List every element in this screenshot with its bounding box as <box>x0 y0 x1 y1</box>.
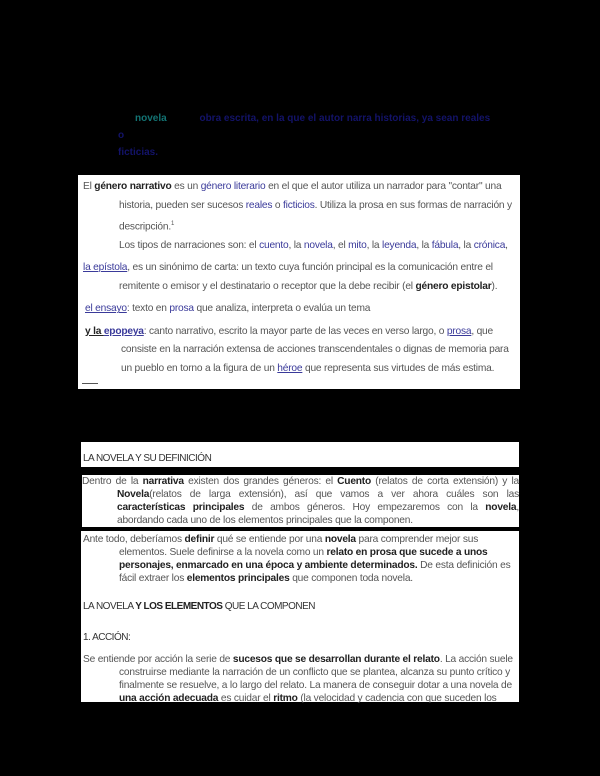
bold-term: características principales <box>117 502 245 513</box>
text: QUE LA COMPONEN <box>222 601 315 612</box>
text: Ante todo, deberíamos <box>83 534 185 545</box>
text: en el que el autor utiliza un narrador para "contar" una historia, pueden ser sucesos <box>119 181 502 211</box>
text: y la <box>85 325 104 337</box>
text: ). <box>491 280 498 292</box>
intro-line <box>118 110 498 161</box>
text: qué se entiende por una <box>214 534 325 545</box>
text: , el <box>332 239 349 251</box>
intro-definition-end: ficticias. <box>118 147 159 158</box>
link-fabula[interactable]: fábula <box>431 239 459 251</box>
paragraph-genero-narrativo <box>83 178 520 237</box>
link-leyenda[interactable]: leyenda <box>382 239 417 251</box>
paragraph-ensayo <box>85 300 520 319</box>
bold-term: definir <box>184 534 215 545</box>
bold-term: novela <box>485 502 517 513</box>
text: Dentro de la <box>82 476 143 487</box>
link-reales[interactable]: reales <box>245 199 273 211</box>
section-heading-definicion <box>81 442 519 467</box>
text: , que consiste en la narración extensa de acciones transcendentales o dignas de memoria para un pueblo en torno a la figura de un <box>121 325 509 374</box>
bold-term: ritmo <box>273 693 298 704</box>
link-heroe[interactable]: héroe <box>277 362 303 374</box>
bold-term: novela <box>324 534 356 545</box>
text: : texto en <box>126 303 170 315</box>
text: , abordando cada uno de los elementos principales que la componen. <box>117 502 519 526</box>
text: que analiza, interpreta o evalúa un tema <box>193 303 371 315</box>
bold-term: género epistolar <box>415 280 492 292</box>
text: : canto narrativo, escrito la mayor parte de las veces en verso largo, o <box>143 325 447 337</box>
intro-term: novela <box>135 113 167 124</box>
section-heading-accion: 1. ACCIÓN: <box>83 632 131 643</box>
link-ficticios[interactable]: ficticios <box>283 199 315 211</box>
bold-term: género narrativo <box>94 181 172 192</box>
link-prosa-2[interactable]: prosa <box>446 325 472 337</box>
text: para comprender mejor sus elementos. Suele definirse a la novela como un <box>119 534 479 558</box>
paragraph-accion <box>83 653 517 705</box>
text: . La acción suele construirse mediante la narración de un conflicto que se plantea, alcanza su punto crítico y finalmente se resuelve, a lo largo del relato. La manera de conseguir dotar a una novela de <box>119 654 513 691</box>
text: , la <box>458 239 474 251</box>
text: Se entiende por acción la serie de <box>83 654 233 665</box>
text: que componen toda novela. <box>289 573 413 584</box>
footnote-ref[interactable]: 1 <box>170 221 175 227</box>
text: LA NOVELA <box>83 601 136 612</box>
paragraph-epistola <box>83 259 520 296</box>
text: El <box>83 181 95 192</box>
text: De esta definición es fácil extraer los <box>119 560 511 584</box>
link-prosa[interactable]: prosa <box>169 303 194 315</box>
bold-term: Y LOS ELEMENTOS <box>135 601 223 612</box>
bold-term: relato en prosa que sucede a unos personajes, enmarcado en una época y ambiente determinados. <box>119 547 488 571</box>
bold-term: narrativa <box>142 476 184 487</box>
bold-term: Cuento <box>337 476 372 487</box>
footnote-divider <box>82 383 98 384</box>
text: . Utiliza la prosa en sus formas de narración y descripción. <box>119 199 512 233</box>
text: de ambos géneros. Hoy empezaremos con la <box>244 502 486 513</box>
intro-definition: obra escrita, en la que el autor narra historias, ya sean reales o <box>118 113 491 141</box>
text: (la velocidad y cadencia con que suceden los <box>297 693 497 704</box>
paragraph-epopeya <box>85 323 520 379</box>
link-novela[interactable]: novela <box>303 239 333 251</box>
link-epistola[interactable]: la epístola <box>83 262 128 274</box>
paragraph-ante-todo <box>83 533 519 585</box>
link-genero-literario[interactable]: género literario <box>200 181 266 192</box>
bold-term: elementos principales <box>186 573 290 584</box>
text: existen dos grandes géneros: el <box>183 476 338 487</box>
bold-term: sucesos que se desarrollan durante el relato <box>232 654 440 665</box>
heading-text: LA NOVELA Y SU DEFINICIÓN <box>83 453 212 464</box>
text: Los tipos de narraciones son: el <box>119 239 260 251</box>
bold-term: Novela <box>117 489 150 500</box>
text: (relatos de larga extensión), así que vamos a ver ahora cuáles son las <box>149 489 519 500</box>
link-mito[interactable]: mito <box>348 239 367 251</box>
link-cronica[interactable]: crónica <box>473 239 506 251</box>
text: , la <box>366 239 383 251</box>
text: es cuidar el <box>218 693 274 704</box>
text: o <box>272 199 284 211</box>
text: , es un sinónimo de carta: un texto cuya función principal es la comunicación entre el remitente o emisor y el destinatario o receptor que la debe recibir (el <box>119 262 493 292</box>
paragraph-dentro <box>82 475 519 527</box>
text: , la <box>288 239 304 251</box>
link-epopeya[interactable]: epopeya <box>103 325 144 337</box>
link-cuento[interactable]: cuento <box>259 239 289 251</box>
text: (relatos de corta extensión) y la <box>371 476 519 487</box>
text: , <box>505 239 508 251</box>
text: , la <box>416 239 432 251</box>
link-ensayo[interactable]: el ensayo <box>85 303 127 315</box>
bold-term: una acción adecuada <box>119 693 219 704</box>
genres-box <box>78 175 520 389</box>
text: que representa sus virtudes de más estima. <box>302 362 495 374</box>
main-content-box <box>81 531 519 702</box>
paragraph-tipos <box>119 237 520 256</box>
text: es un <box>171 181 201 192</box>
section-heading-elementos <box>83 601 315 612</box>
